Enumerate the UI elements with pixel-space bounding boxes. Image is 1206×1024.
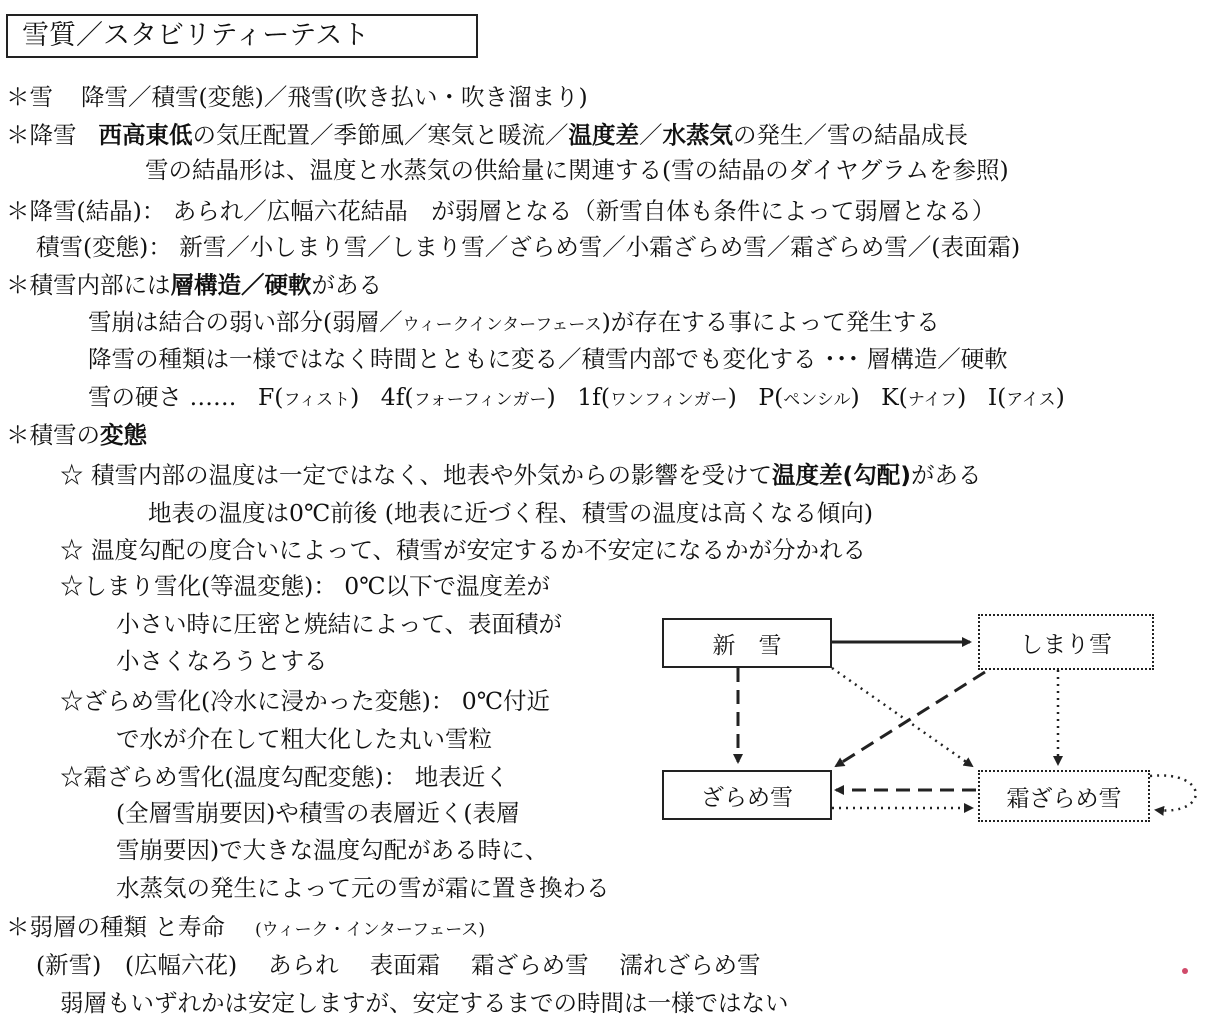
line-text: の発生／雪の結晶成長 <box>733 121 968 149</box>
bold-term: 温度差(勾配) <box>772 461 911 489</box>
line-text: ＊弱層の種類 と寿命 <box>6 913 225 941</box>
small-text: ウィークインターフェース <box>402 315 602 335</box>
hardness-item: I(アイス) <box>987 383 1065 411</box>
line-text: ☆しまり雪化(等温変態)： 0℃以下で温度差が <box>60 572 551 600</box>
node-shimozarame: 霜ざらめ雪 <box>978 770 1150 822</box>
line-text: 小さい時に圧密と焼結によって、表面積が <box>116 610 563 638</box>
hardness-item: 1f(ワンフィンガー) <box>577 383 737 411</box>
line-text: (新雪) (広幅六花) あられ 表面霜 霜ざらめ雪 濡れざらめ雪 <box>36 951 761 979</box>
bold-term: 温度差 <box>568 121 639 149</box>
bullet-label: ＊雪 <box>6 83 53 111</box>
line-text: 地表の温度は0℃前後 (地表に近づく程、積雪の温度は高くなる傾向) <box>148 499 874 527</box>
ink-dot <box>1182 968 1188 974</box>
node-shinsetsu: 新 雪 <box>662 618 832 668</box>
line-text: の気圧配置／季節風／寒気と暖流／ <box>192 121 569 149</box>
node-shimari: しまり雪 <box>978 614 1154 670</box>
line-text: 雪の結晶形は、温度と水蒸気の供給量に関連する(雪の結晶のダイヤグラムを参照) <box>145 156 1009 184</box>
line-text: 雪崩要因)で大きな温度勾配がある時に、 <box>116 836 549 864</box>
line-text: ☆ 温度勾配の度合いによって、積雪が安定するか不安定になるかが分かれる <box>60 536 866 564</box>
line-text: 雪の硬さ …… <box>88 383 237 411</box>
line-text: ☆霜ざらめ雪化(温度勾配変態)： 地表近く <box>60 763 509 791</box>
line-text: ＊降雪(結晶)： あられ／広幅六花結晶 が弱層となる（新雪自体も条件によって弱層となる） <box>6 197 996 225</box>
bold-term: 西高東低 <box>98 121 193 149</box>
hardness-item: P(ペンシル) <box>758 383 860 411</box>
line-text: がある <box>910 461 982 489</box>
line-text: で水が介在して粗大化した丸い雪粒 <box>116 725 492 753</box>
line-text: 弱層もいずれかは安定しますが、安定するまでの時間は一様ではない <box>60 989 789 1017</box>
arrow-shimozarame-self-loop <box>1150 775 1196 810</box>
line-text: (全層雪崩要因)や積雪の表層近く(表層 <box>116 799 520 827</box>
hardness-item: 4f(フォーフィンガー) <box>380 383 556 411</box>
line-text: ☆ 積雪内部の温度は一定ではなく、地表や外気からの影響を受けて <box>60 461 772 489</box>
line-text: ／ <box>639 121 663 149</box>
line-text: 積雪(変態)： 新雪／小しまり雪／しまり雪／ざらめ雪／小霜ざらめ雪／霜ざらめ雪／(表面霜) <box>36 233 1021 261</box>
line-text: 雪崩は結合の弱い部分(弱層／ <box>88 308 403 336</box>
hardness-item: F(フィスト) <box>257 383 360 411</box>
arrow-shimari-to-zarame <box>836 672 985 766</box>
line-text: ＊積雪の <box>6 421 100 449</box>
line-text: がある <box>311 271 382 299</box>
arrow-shinsetsu-to-shimozarame <box>832 668 972 766</box>
line-text: 降雪／積雪(変態)／飛雪(吹き払い・吹き溜まり) <box>81 83 588 111</box>
bold-term: 層構造／硬軟 <box>170 271 312 299</box>
line-text: )が存在する事によって発生する <box>601 308 940 336</box>
hardness-item: K(ナイフ) <box>881 383 967 411</box>
line-text: ＊積雪内部には <box>6 271 171 299</box>
line-text: 小さくなろうとする <box>116 647 328 675</box>
line-text: 降雪の種類は一様ではなく時間とともに変る／積雪内部でも変化する ･･･ 層構造／硬軟 <box>88 345 1008 373</box>
bullet-label: ＊降雪 <box>6 121 77 149</box>
line-text: 水蒸気の発生によって元の雪が霜に置き換わる <box>116 874 610 902</box>
node-zarame: ざらめ雪 <box>662 770 832 820</box>
bold-term: 水蒸気 <box>662 121 733 149</box>
small-text: (ウィーク・インターフェース) <box>254 920 485 940</box>
page-title: 雪質／スタビリティーテスト <box>6 14 478 58</box>
line-text: ☆ざらめ雪化(冷水に浸かった変態)： 0℃付近 <box>60 687 551 715</box>
bold-term: 変態 <box>100 421 147 449</box>
